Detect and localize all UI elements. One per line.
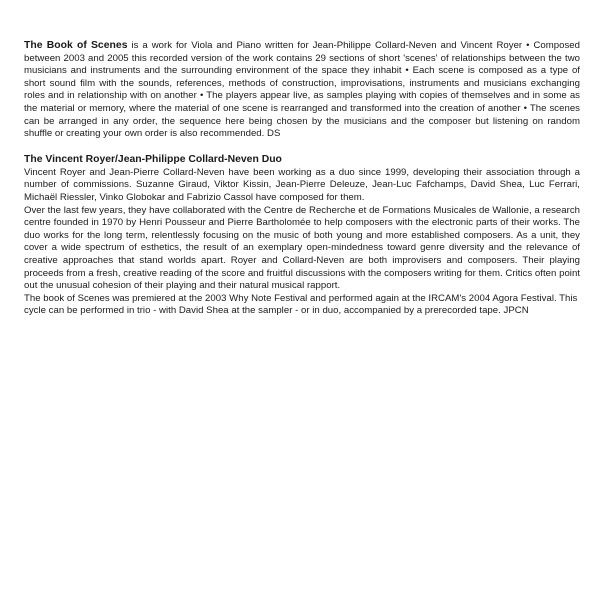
duo-paragraph-3: The book of Scenes was premiered at the 2003 Why Note Festival and performed again at the IRCAM's 2004 Agora Festival. This cycle can be performed in trio - with David Shea at the sampler - or in duo, accompanied by a prerecorded tape. JPCN — [24, 292, 578, 317]
book-of-scenes-title: The Book of Scenes — [24, 40, 128, 51]
book-of-scenes-section — [24, 40, 580, 141]
book-of-scenes-body: is a work for Viola and Piano written for Jean-Philippe Collard-Neven and Vincent Royer • Composed between 2003 and 2005 this recorded version of the work contains 29 sections of short 'scenes' of relationships between the two musicians and instruments and the surrounding environment of the space they inhabit • Each scene is composed as a type of short sound film with the sounds, references, methods of construction, improvisations, instruments and musicians exchanging roles and in relationship with on another • The players appear live, as samples playing with copies of themselves and in some as the material or memory, where the material of one scene is rearranged and transformed into the creation of another • The scenes can be arranged in any order, the sequence here being chosen by the musicians and the composer but listening on random shuffle or creating your own order is also recommended. DS — [24, 40, 580, 140]
duo-section — [24, 153, 580, 318]
section-spacer — [24, 141, 580, 153]
duo-paragraph-1: Vincent Royer and Jean-Pierre Collard-Neven have been working as a duo since 1999, developing their association through a number of commissions. Suzanne Giraud, Viktor Kissin, Jean-Pierre Deleuze, Jean-Luc Fafchamps, David Shea, Luc Ferrari, Michaël Riessler, Vinko Globokar and Fabrizio Cassol have composed for them. — [24, 166, 580, 203]
duo-paragraph-2: Over the last few years, they have collaborated with the Centre de Recherche et de Formations Musicales de Wallonie, a research centre founded in 1970 by Henri Pousseur and Pierre Bartholomée to help composers with the electronic parts of their works. The duo works for the long term, relentlessly focusing on the music of both young and more established composers. As a unit, they cover a wide spectrum of esthetics, the result of an exemplary open-mindedness toward genre diversity and the relevance of creative approaches that stand worlds apart. Royer and Collard-Neven are both improvisers and composers. Their playing proceeds from a fresh, creative reading of the score and fruitful discussions with the composers writing for them. Critics often point out the unusual cohesion of their playing and their natural musical rapport. — [24, 204, 580, 292]
book-of-scenes-paragraph — [24, 40, 580, 141]
duo-section-title: The Vincent Royer/Jean-Philippe Collard-Neven Duo — [24, 153, 282, 165]
